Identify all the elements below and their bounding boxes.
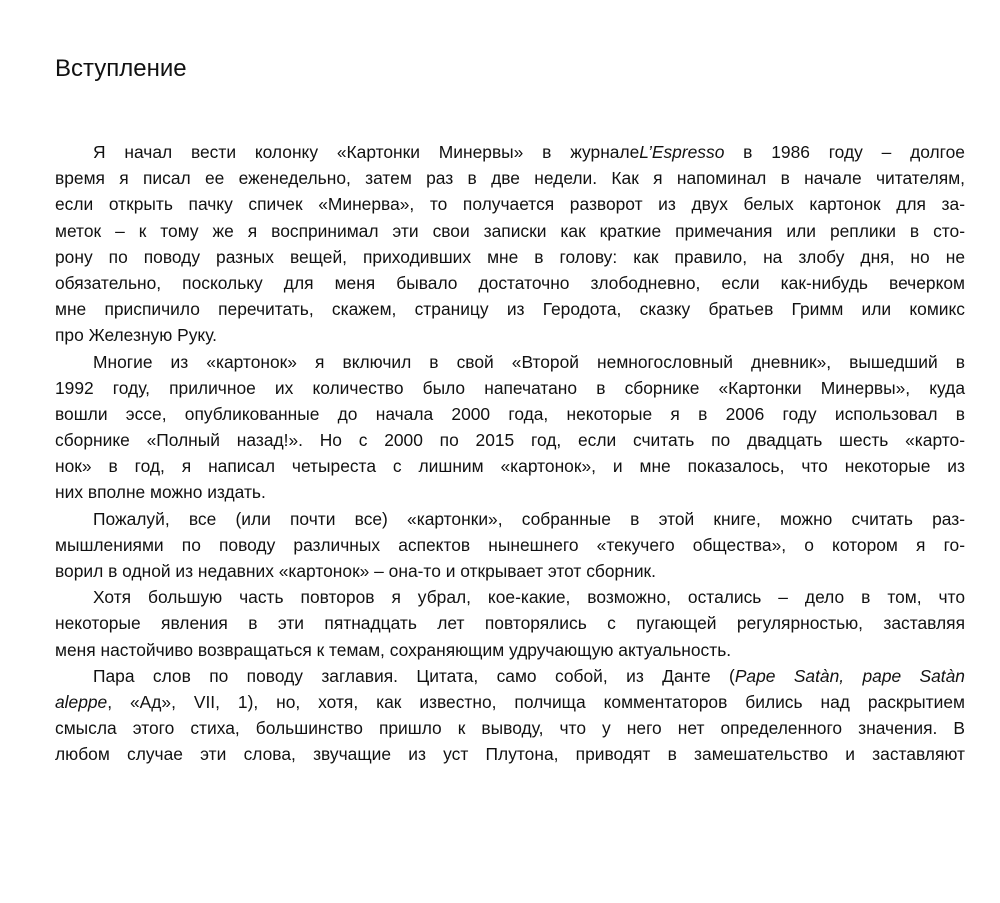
text-segment: меня настойчиво возвращаться к темам, сохраняющим удручающую актуальность. xyxy=(55,639,732,660)
paragraph xyxy=(55,349,965,506)
text-line xyxy=(55,349,965,375)
paragraph xyxy=(55,139,965,349)
text-segment: рону по поводу разных вещей, приходивших мне в голову: как правило, на злобу дня, но не xyxy=(55,246,965,267)
text-segment: меток – к тому же я воспринимал эти свои записки как краткие примечания или реплики в сто- xyxy=(55,220,965,241)
text-line xyxy=(55,689,965,715)
paragraph xyxy=(55,584,965,663)
chapter-body xyxy=(55,139,965,768)
text-line xyxy=(55,506,965,532)
text-segment: Пара слов по поводу заглавия. Цитата, само собой, из Данте ( xyxy=(93,665,735,686)
text-line xyxy=(55,584,965,610)
italic-text: Pape Satàn, pape Satàn xyxy=(734,665,965,686)
text-segment: мышлениями по поводу различных аспектов нынешнего «текучего общества», о котором я го- xyxy=(55,534,965,555)
paragraph xyxy=(55,663,965,768)
text-line xyxy=(55,610,965,636)
text-line xyxy=(55,532,965,558)
text-segment: Пожалуй, все (или почти все) «картонки», собранные в этой книге, можно считать раз- xyxy=(93,508,965,529)
italic-text: aleppe xyxy=(55,691,108,712)
text-line xyxy=(55,375,965,401)
text-line xyxy=(55,139,965,165)
text-segment: некоторые явления в эти пятнадцать лет повторялись с пугающей регулярностью, заставляя xyxy=(55,613,965,634)
text-line xyxy=(55,270,965,296)
text-line xyxy=(55,715,965,741)
text-segment: мне приспичило перечитать, скажем, страницу из Геродота, сказку братьев Гримм или комикс xyxy=(55,299,965,320)
text-line xyxy=(55,191,965,217)
text-line xyxy=(55,322,965,348)
text-segment: обязательно, поскольку для меня бывало достаточно злободневно, если как-нибудь вечерком xyxy=(55,272,965,293)
text-segment: вошли эссе, опубликованные до начала 2000 года, некоторые я в 2006 году использовал в xyxy=(55,403,965,424)
text-line xyxy=(55,741,965,767)
text-segment: Я начал вести колонку «Картонки Минервы» в журнале xyxy=(93,142,640,162)
text-segment: любом случае эти слова, звучащие из уст Плутона, приводят в замешательство и заставляют xyxy=(55,744,965,765)
text-line xyxy=(55,218,965,244)
text-line xyxy=(55,637,965,663)
text-segment: время я писал ее еженедельно, затем раз в две недели. Как я напоминал в начале читателям, xyxy=(55,168,965,189)
text-segment: ворил в одной из недавних «картонок» – она-то и открывает этот сборник. xyxy=(55,561,656,581)
text-segment: , «Ад», VII, 1), но, хотя, как известно, полчища комментаторов бились над раскрытием xyxy=(107,691,965,712)
text-segment: них вполне можно издать. xyxy=(55,482,266,503)
chapter-title: Вступление xyxy=(55,55,187,82)
text-segment: Хотя большую часть повторов я убрал, кое-какие, возможно, остались – дело в том, что xyxy=(93,587,965,608)
text-line xyxy=(55,244,965,270)
text-segment: нок» в год, я написал четыреста с лишним «картонок», и мне показалось, что некоторые из xyxy=(55,456,965,477)
text-segment: про Железную Руку. xyxy=(55,325,217,346)
text-line xyxy=(55,296,965,322)
text-line xyxy=(55,558,965,584)
paragraph xyxy=(55,506,965,585)
text-segment: в 1986 году – долгое xyxy=(724,142,965,162)
text-segment: если открыть пачку спичек «Минерва», то получается разворот из двух белых картонок для за- xyxy=(55,194,965,215)
italic-text: L’Espresso xyxy=(639,142,725,162)
text-line xyxy=(55,453,965,479)
text-segment: Многие из «картонок» я включил в свой «Второй немногословный дневник», вышедший в xyxy=(93,351,965,372)
text-line xyxy=(55,165,965,191)
text-line xyxy=(55,427,965,453)
text-line xyxy=(55,663,965,689)
text-segment: сборнике «Полный назад!». Но с 2000 по 2015 год, если считать по двадцать шесть «карто- xyxy=(55,430,965,451)
text-segment: 1992 году, приличное их количество было напечатано в сборнике «Картонки Минервы», куда xyxy=(55,377,965,398)
text-segment: смысла этого стиха, большинство пришло к выводу, что у него нет определенного значения. В xyxy=(55,718,965,739)
text-line xyxy=(55,401,965,427)
text-line xyxy=(55,479,965,505)
